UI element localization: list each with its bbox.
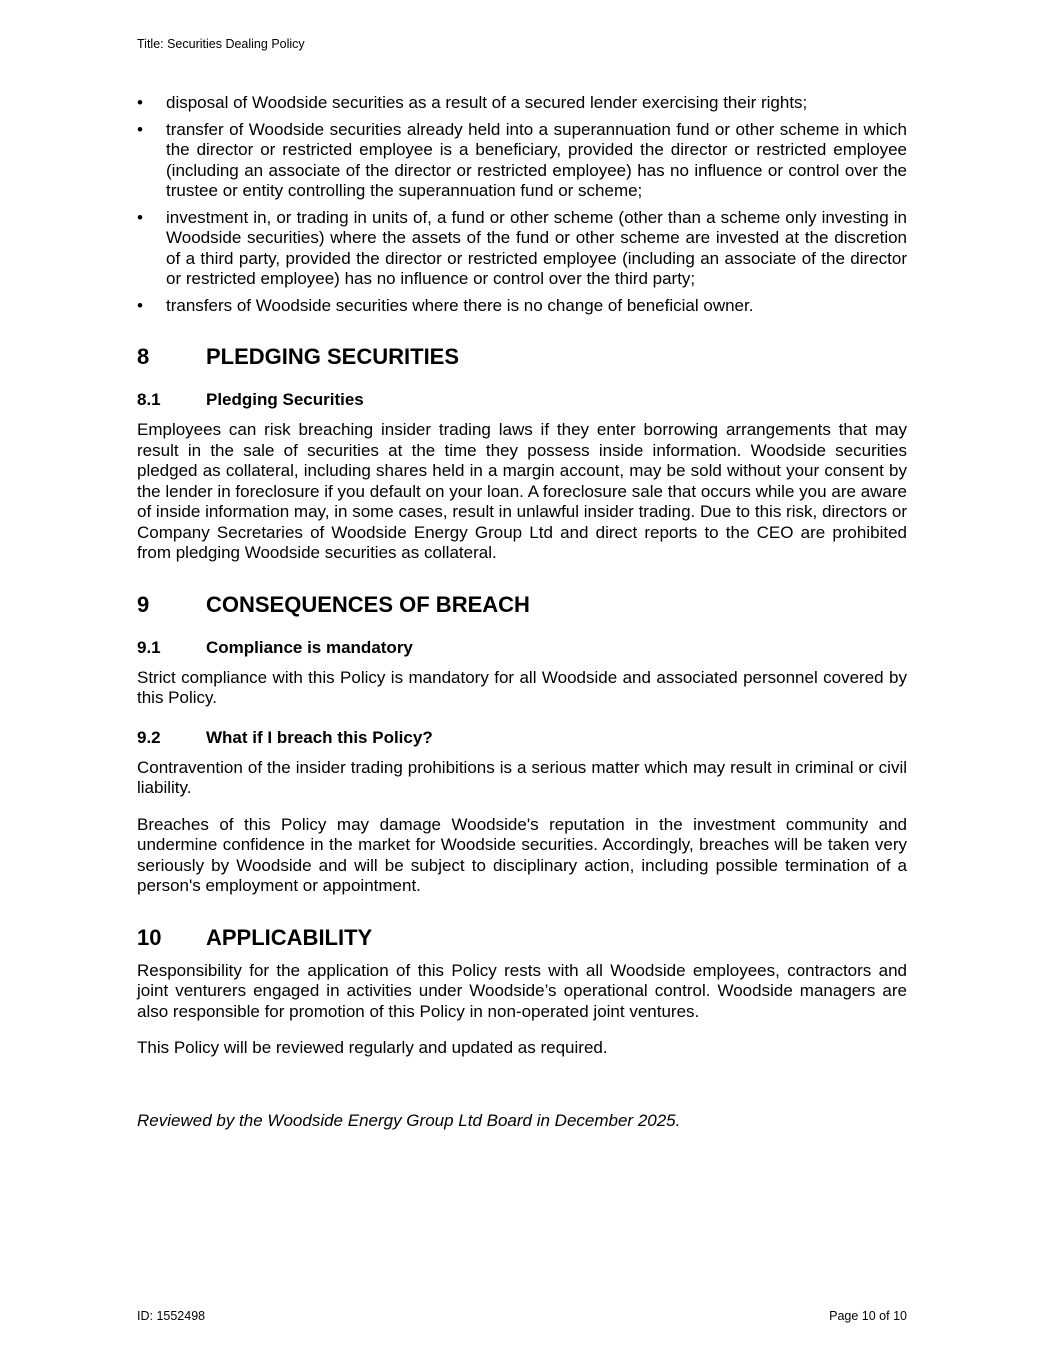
section-heading-9: 9 CONSEQUENCES OF BREACH: [137, 591, 530, 617]
bullet-icon: •: [137, 119, 143, 139]
paragraph: Responsibility for the application of this Policy rests with all Woodside employees, contractors and joint venturers engaged in activities under Woodside’s operational control. Woodside managers are also responsible for promotion of this Policy in non-operated joint ventures.: [137, 960, 907, 1021]
section-heading-10: 10 APPLICABILITY: [137, 924, 373, 950]
footer-page-number: Page 10 of 10: [829, 1309, 907, 1323]
paragraph: Strict compliance with this Policy is mandatory for all Woodside and associated personnel covered by this Policy.: [137, 667, 907, 707]
list-item: • transfers of Woodside securities where there is no change of beneficial owner.: [137, 295, 754, 315]
subsection-heading-9-2: 9.2 What if I breach this Policy?: [137, 727, 433, 747]
bullet-list: [137, 93, 907, 316]
bullet-icon: •: [137, 93, 143, 112]
reviewed-note: Reviewed by the Woodside Energy Group Ltd Board in December 2025.: [137, 1110, 681, 1130]
subsection-heading-8-1: 8.1 Pledging Securities: [137, 390, 364, 409]
paragraph: Employees can risk breaching insider trading laws if they enter borrowing arrangements that may result in the sale of securities at the time they possess inside information. Woodside securities pledged as collateral, including shares held in a margin account, may be sold without your consent by the lender in foreclosure if you default on your loan. A foreclosure sale that occurs while you are aware of inside information may, in some cases, result in unlawful insider trading. Due to this risk, directors or Company Secretaries of Woodside Energy Group Ltd and direct reports to the CEO are prohibited from pledging Woodside securities as collateral.: [137, 420, 907, 562]
header-title: Title: Securities Dealing Policy: [137, 37, 305, 51]
list-item: • disposal of Woodside securities as a result of a secured lender exercising their rights;: [137, 93, 808, 112]
list-item: • investment in, or trading in units of, a fund or other scheme (other than a scheme only investing in Woodside securities) where the assets of the fund or other scheme are invested at the discretion of a third party, provided the director or restricted employee (including an associate of the director or restricted employee) has no influence or control over the third party;: [137, 207, 907, 288]
paragraph: Breaches of this Policy may damage Woodside's reputation in the investment community and undermine confidence in the market for Woodside securities. Accordingly, breaches will be taken very seriously by Woodside and will be subject to disciplinary action, including possible termination of a person's employment or appointment.: [137, 814, 907, 895]
document-body: [137, 93, 907, 1131]
bullet-icon: •: [137, 295, 143, 315]
subsection-heading-9-1: 9.1 Compliance is mandatory: [137, 637, 413, 657]
footer-document-id: ID: 1552498: [137, 1309, 206, 1323]
paragraph: This Policy will be reviewed regularly and updated as required.: [137, 1038, 608, 1057]
bullet-icon: •: [137, 207, 143, 227]
list-item: • transfer of Woodside securities already held into a superannuation fund or other scheme in which the director or restricted employee is a beneficiary, provided the director or restricted employee (including an associate of the director or restricted employee) has no influence or control over the trustee or entity controlling the superannuation fund or scheme;: [137, 119, 907, 200]
section-heading-8: 8 PLEDGING SECURITIES: [137, 344, 460, 369]
paragraph: Contravention of the insider trading prohibitions is a serious matter which may result in criminal or civil liability.: [137, 757, 907, 797]
